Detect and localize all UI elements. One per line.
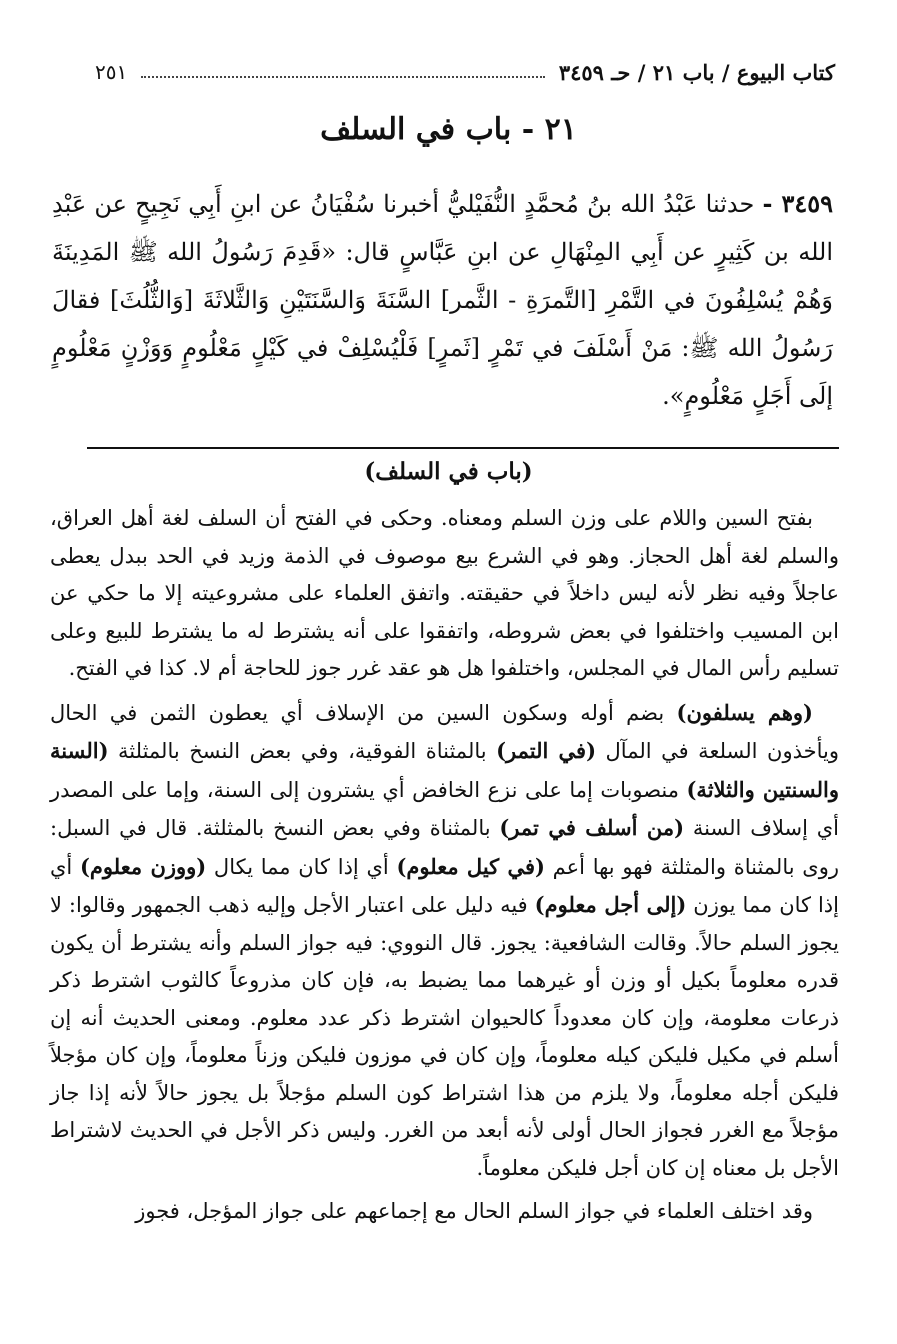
quoted-term: (في التمر) [496, 738, 597, 763]
commentary-text: أي إذا كان مما يكال [206, 854, 397, 879]
page-number: ٢٥١ [95, 60, 128, 84]
commentary-body [50, 500, 839, 1237]
commentary-text: بضم أوله وسكون السين من الإسلاف أي يعطون الثمن في الحال ويأخذون السلعة في المآل [50, 700, 839, 763]
running-header [95, 52, 835, 92]
hadith-number: ٣٤٥٩ - [762, 189, 833, 218]
quoted-term: (وهم يسلفون) [676, 699, 813, 725]
commentary-paragraph [50, 694, 839, 1188]
commentary-text: بالمثناة الفوقية، وفي بعض النسخ بالمثلثة [108, 739, 497, 763]
commentary-text: منصوبات إما على نزع الخافض أي يشترون إلى السنة، وإما على المصدر أي إسلاف السنة [50, 777, 839, 840]
commentary-text: أي إذا كان مما يوزن [50, 854, 839, 917]
quoted-term: (في كيل معلوم) [396, 853, 545, 879]
commentary-title: (باب في السلف) [364, 458, 533, 485]
commentary-text: بالمثناة وفي بعض النسخ بالمثلثة. قال في السبل: روى بالمثناة والمثلثة فهو بها أعم [50, 816, 839, 879]
hadith-text-block [52, 180, 833, 420]
section-divider [87, 447, 839, 449]
commentary-text: فيه دليل على اعتبار الأجل وإليه ذهب الجمهور وقالوا: لا يجوز السلم حالاً. وقالت الشافعية: يجوز. قال النووي: فيه جواز السلم وأنه يشترط أن يكون قدره معلوماً بكيل أو وزن أو غيرهما مما يضبط به، فإن كان مذروعاً كالثوب اشترط ذكر ذرعات معلومة، وإن كان معدوداً كالحيوان اشترط ذكر عدد معلوم. ومعنى الحديث أنه إن أسلم في مكيل فليكن كيله معلوماً، وإن كان في موزون فليكن وزناً معلوماً، وإن كان مؤجلاً فليكن أجله معلوماً، ولا يلزم من هذا اشتراط كون السلم مؤجلاً بل يجوز حالاً لأنه إذا جاز مؤجلاً مع الغرر فجواز الحال أولى لأنه أبعد من الغرر. وليس ذكر الأجل في الحديث لاشتراط الأجل بل معناه إن كان أجل فليكن معلوماً. [50, 893, 839, 1180]
chapter-title: ٢١ - باب في السلف [320, 112, 577, 147]
quoted-term: (إلى أجل معلوم) [534, 892, 687, 917]
leader-dots [141, 76, 545, 78]
quoted-term: (من أسلف في تمر) [499, 815, 685, 840]
hadith-body: حدثنا عَبْدُ الله بنُ مُحمَّدٍ النُّفَيْليُّ أخبرنا سُفْيَانُ عن ابنِ أَبِي نَجِيحٍ عن عَبْدِ الله بن كَثِيرٍ عن أَبِي المِنْهَالِ عن ابنِ عَبَّاسٍ قال: «قَدِمَ رَسُولُ الله ﷺ المَدِينَةَ وَهُمْ يُسْلِفُونَ في التَّمْرِ [التَّمرَةِ - الثَّمر] السَّنَةَ وَالسَّنَتَيْنِ وَالثَّلاثَةَ [وَالثُّلُثَ] فقالَ رَسُولُ الله ﷺ: مَنْ أَسْلَفَ في تَمْرٍ [ثَمرٍ] فَلْيُسْلِفْ في كَيْلٍ مَعْلُومٍ وَوَزْنٍ مَعْلُومٍ إلَى أَجَلٍ مَعْلُومٍ». [52, 190, 833, 410]
book-reference: كتاب البيوع / باب ٢١ / حـ ٣٤٥٩ [558, 59, 835, 85]
quoted-term: (ووزن معلوم) [79, 853, 207, 879]
quoted-term: (السنة والسنتين والثلاثة) [50, 738, 839, 802]
commentary-paragraph: بفتح السين واللام على وزن السلم ومعناه. وحكى في الفتح أن السلف لغة أهل العراق، والسلم لغة أهل الحجاز. وهو في الشرع بيع موصوف في الذمة وزيد في الحد ببدل يعطى عاجلاً وفيه نظر لأنه ليس داخلاً في حقيقته. واتفق العلماء على مشروعيته إلا ما حكي عن ابن المسيب واختلفوا في بعض شروطه، واتفقوا على أنه يشترط له ما يشترط للبيع وعلى تسليم رأس المال في المجلس، واختلفوا هل هو عقد غرر جوز للحاجة أم لا. كذا في الفتح. [50, 506, 839, 680]
commentary-paragraph: وقد اختلف العلماء في جواز السلم الحال مع إجماعهم على جواز المؤجل، فجوز [135, 1199, 813, 1223]
